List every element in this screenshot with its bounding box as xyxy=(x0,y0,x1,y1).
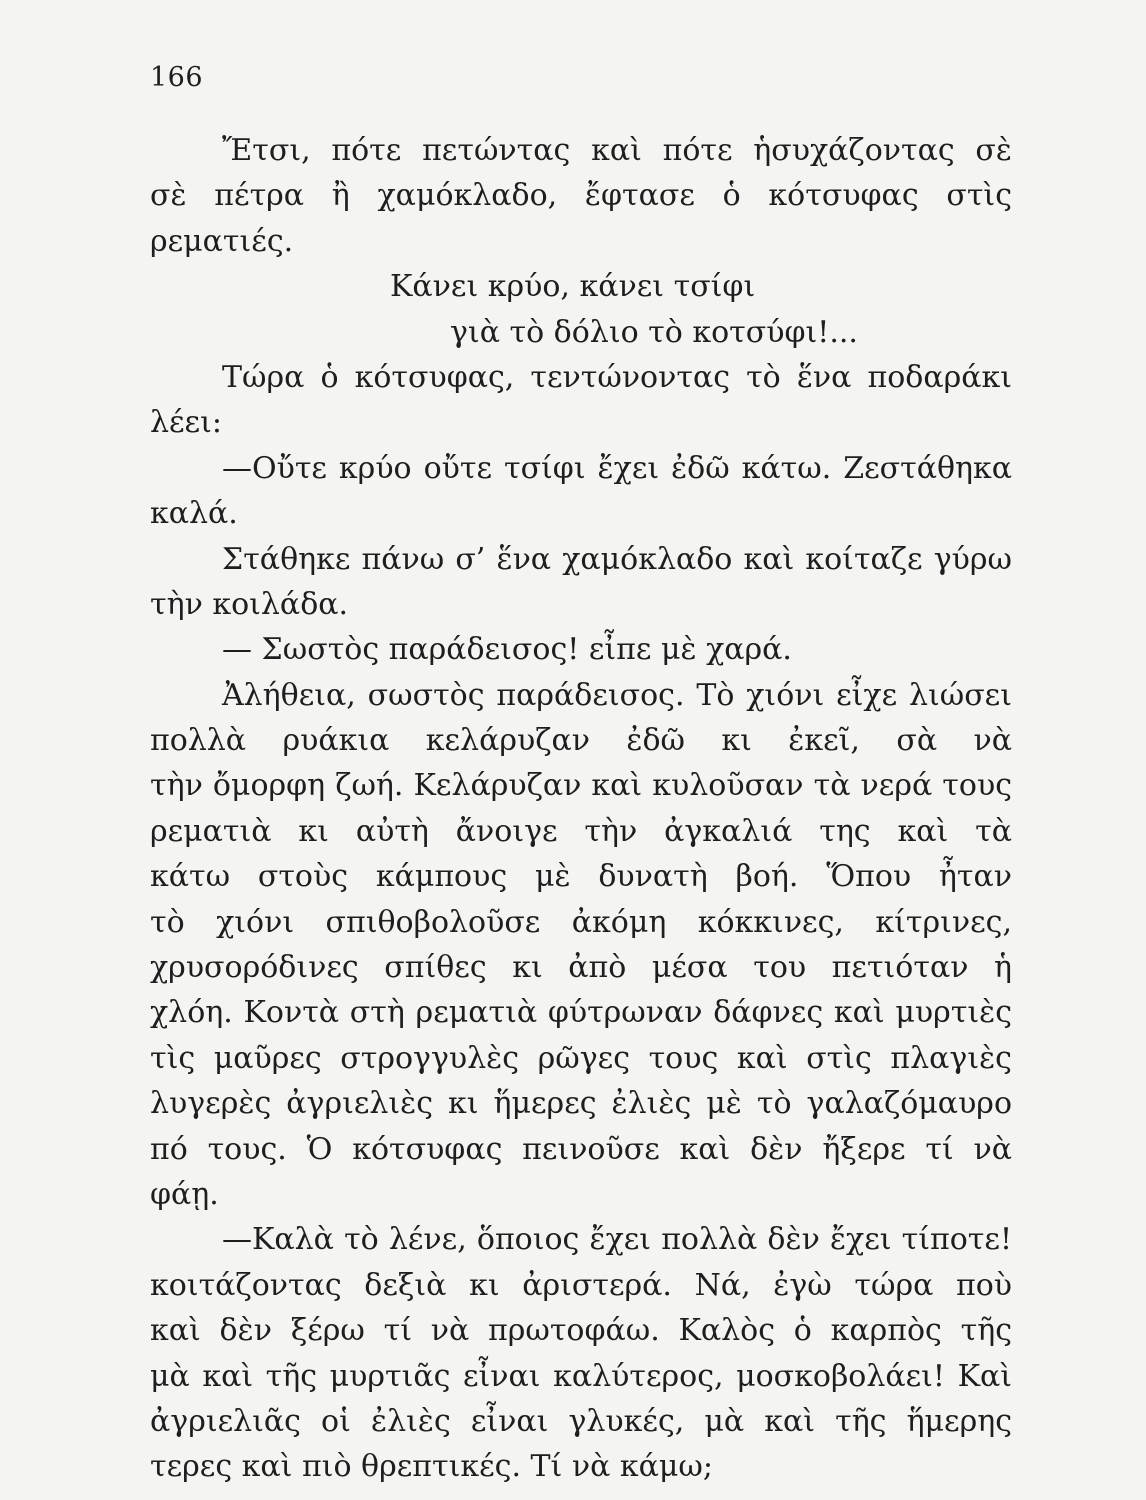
text-line: τερες καὶ πιὸ θρεπτικές. Τί νὰ κάμω; xyxy=(150,1449,713,1485)
text-line: λέει: xyxy=(150,405,222,441)
text-line: πολλὰ ρυάκια κελάρυζαν ἐδῶ κι ἐκεῖ, σὰ νὰ xyxy=(150,723,1012,759)
text-line: —Οὔτε κρύο οὔτε τσίφι ἔχει ἐδῶ κάτω. Ζεστάθηκα xyxy=(222,450,1012,486)
text-line: λυγερὲς ἀγριελιὲς κι ἥμερες ἐλιὲς μὲ τὸ γαλαζόμαυρο xyxy=(150,1086,1012,1122)
text-line: μὰ καὶ τῆς μυρτιᾶς εἶναι καλύτερος, μοσκοβολάει! Καὶ xyxy=(150,1358,1012,1394)
body-text xyxy=(150,128,1012,1490)
text-line: τὸ χιόνι σπιθοβολοῦσε ἀκόμη κόκκινες, κίτρινες, xyxy=(150,904,1012,940)
text-line: Τώρα ὁ κότσυφας, τεντώνοντας τὸ ἕνα ποδαράκι xyxy=(222,359,1012,395)
verse-line: γιὰ τὸ δόλιο τὸ κοτσύφι!... xyxy=(450,314,858,350)
text-line: τὶς μαῦρες στρογγυλὲς ρῶγες τους καὶ στὶς πλαγιὲς xyxy=(150,1040,1012,1076)
text-line: τὴν κοιλάδα. xyxy=(150,586,349,622)
text-line: Ἔτσι, πότε πετώντας καὶ πότε ἡσυχάζοντας σὲ xyxy=(222,133,1012,168)
verse-line: Κάνει κρύο, κάνει τσίφι xyxy=(390,269,756,305)
text-line: χλόη. Κοντὰ στὴ ρεματιὰ φύτρωναν δάφνες καὶ μυρτιὲς xyxy=(150,995,1012,1031)
text-line: Ἀλήθεια, σωστὸς παράδεισος. Τὸ χιόνι εἶχε λιώσει xyxy=(222,677,1012,713)
text-line: ρεματιές. xyxy=(150,223,294,259)
text-line: κοιτάζοντας δεξιὰ κι ἀριστερά. Νά, ἐγὼ τώρα ποὺ xyxy=(150,1267,1012,1303)
text-line: χρυσορόδινες σπίθες κι ἀπὸ μέσα του πετιόταν ἡ xyxy=(150,950,1012,986)
text-line: —Καλὰ τὸ λένε, ὅποιος ἔχει πολλὰ δὲν ἔχει τίποτε! xyxy=(222,1222,1012,1258)
text-line: κάτω στοὺς κάμπους μὲ δυνατὴ βοή. Ὅπου ἦταν xyxy=(150,859,1012,895)
text-line: φάῃ. xyxy=(150,1176,219,1212)
text-line: τὴν ὄμορφη ζωή. Κελάρυζαν καὶ κυλοῦσαν τὰ νερά τους xyxy=(150,768,1012,804)
page-number: 166 xyxy=(150,62,204,93)
text-line: καὶ δὲν ξέρω τί νὰ πρωτοφάω. Καλὸς ὁ καρπὸς τῆς xyxy=(150,1313,1012,1349)
text-line: ρεματιὰ κι αὐτὴ ἄνοιγε τὴν ἀγκαλιά της καὶ τὰ xyxy=(150,813,1012,849)
text-line: σὲ πέτρα ἢ χαμόκλαδο, ἔφτασε ὁ κότσυφας στὶς xyxy=(150,178,1012,214)
text-line: ἀγριελιᾶς οἱ ἐλιὲς εἶναι γλυκές, μὰ καὶ τῆς ἥμερης xyxy=(150,1403,1012,1439)
text-line: καλά. xyxy=(150,496,238,532)
text-line: πό τους. Ὁ κότσυφας πεινοῦσε καὶ δὲν ἤξερε τί νὰ xyxy=(150,1131,1012,1167)
text-line: — Σωστὸς παράδεισος! εἶπε μὲ χαρά. xyxy=(222,632,792,668)
text-line: Στάθηκε πάνω σ’ ἕνα χαμόκλαδο καὶ κοίταζε γύρω xyxy=(222,541,1012,577)
